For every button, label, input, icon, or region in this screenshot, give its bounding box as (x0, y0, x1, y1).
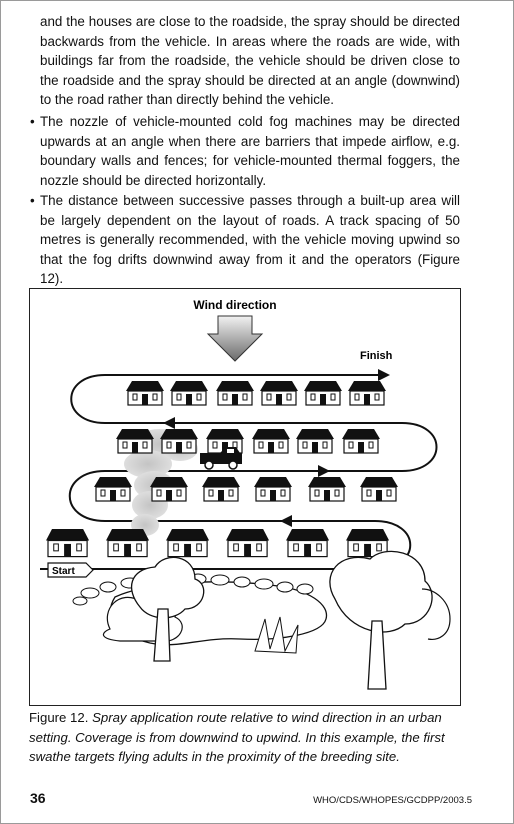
tree-right-icon (330, 551, 450, 689)
bullet-item (30, 191, 460, 289)
house-icon (226, 529, 269, 557)
figure-caption (29, 708, 461, 767)
house-icon (126, 381, 164, 405)
page-number: 36 (30, 790, 46, 806)
house-icon (216, 381, 254, 405)
house-icon (170, 381, 208, 405)
body-paragraph: and the houses are close to the roadside, the spray should be directed backwards from the vehicle. In areas where the roads are wide, with buildings far from the roadside, the vehicle should be driven close to the roadside and the spray should be directed at an angle (downwind) to the road rather than directly behind the vehicle. (40, 14, 460, 107)
house-icon (46, 529, 89, 557)
house-icon (304, 381, 342, 405)
house-icon (116, 429, 154, 453)
caption-body: Spray application route relative to wind direction in an urban setting. Coverage is from downwind to upwind. In this example, the first swathe targets flying adults in the proximity of the breeding site. (29, 710, 445, 764)
figure-12 (29, 288, 461, 706)
house-icon (94, 477, 132, 501)
bullet-marker: • (30, 114, 35, 129)
houses-layer (46, 381, 398, 557)
wind-direction-label: Wind direction (193, 298, 277, 312)
finish-label: Finish (360, 350, 393, 362)
house-icon (348, 381, 386, 405)
house-icon (308, 477, 346, 501)
house-icon (160, 429, 198, 453)
route-arrow-row3-icon (280, 515, 292, 527)
house-icon (360, 477, 398, 501)
start-label: Start (52, 566, 75, 577)
document-code: WHO/CDS/WHOPES/GCDPP/2003.5 (313, 795, 472, 806)
house-icon (342, 429, 380, 453)
bullet-item (30, 112, 460, 190)
house-icon (260, 381, 298, 405)
house-icon (166, 529, 209, 557)
house-icon (202, 477, 240, 501)
house-icon (150, 477, 188, 501)
caption-label: Figure 12. (29, 710, 89, 725)
bullet-text: The distance between successive passes through a built-up area will be largely dependent on the layout of roads. A track spacing of 50 metres is generally recommended, with the vehicle moving upwind so that the fog drifts downwind away from it and the operators (Figure 12). (40, 193, 460, 286)
house-icon (252, 429, 290, 453)
house-icon (254, 477, 292, 501)
route-arrow-row1-icon (163, 417, 175, 429)
house-icon (106, 529, 149, 557)
house-icon (286, 529, 329, 557)
bullet-text: The nozzle of vehicle-mounted cold fog machines may be directed upwards at an angle when there are barriers that impede airflow, e.g. boundary walls and fences; for vehicle-mounted thermal foggers, the nozzle should be directed horizontally. (40, 114, 460, 188)
bullet-marker: • (30, 193, 35, 208)
wind-arrow-icon (208, 316, 262, 361)
route-arrow-row2-icon (318, 465, 330, 477)
house-icon (296, 429, 334, 453)
route-arrow-finish-icon (378, 369, 390, 381)
